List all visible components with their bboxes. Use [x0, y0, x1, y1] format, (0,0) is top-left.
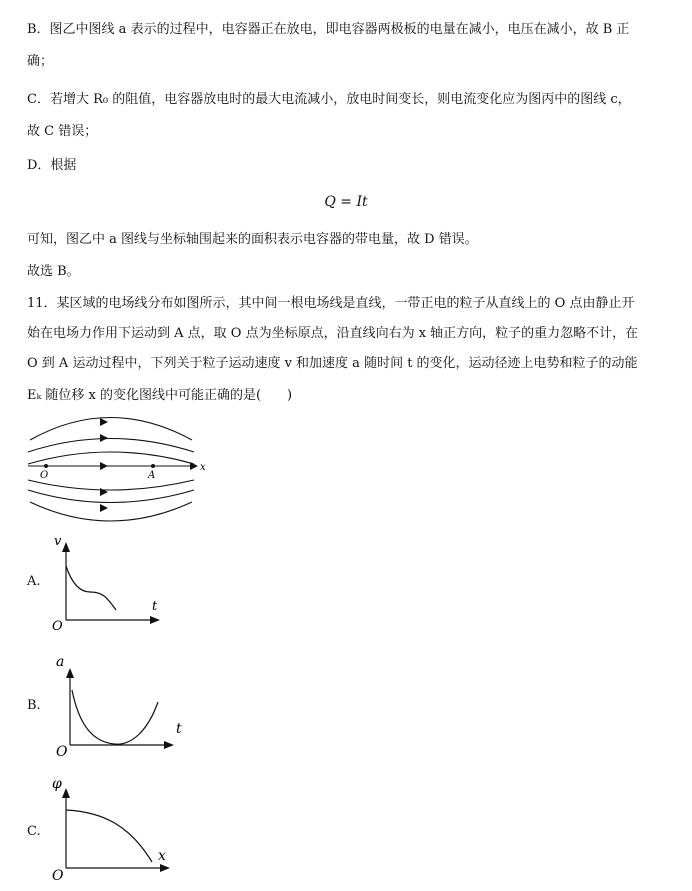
curve	[66, 566, 116, 610]
point-a	[151, 464, 155, 468]
origin-label: O	[52, 619, 63, 634]
question-line-3: O 到 A 运动过程中，下列关于粒子运动速度 v 和加速度 a 随时间 t 的变化，运动径迹上电势和粒子的动能	[27, 356, 638, 371]
text-line-d1: D．根据	[27, 158, 77, 173]
point-a-label: A	[148, 470, 156, 481]
option-b-letter: B.	[27, 698, 41, 713]
option-c-letter: C.	[27, 824, 41, 839]
question-line-2: 始在电场力作用下运动到 A 点，取 O 点为坐标原点，沿直线向右为 x 轴正方向，粒子的重力忽略不计，在	[27, 326, 639, 341]
point-o-label: O	[40, 470, 49, 481]
field-line	[30, 418, 192, 441]
text-line-pick: 故选 B。	[27, 264, 80, 279]
origin-label: O	[56, 744, 68, 760]
origin-label: O	[52, 868, 64, 884]
field-line	[28, 490, 194, 503]
x-axis-label: t	[176, 721, 182, 737]
x-axis-arrow	[160, 864, 170, 872]
arrow-head	[100, 488, 108, 496]
field-line	[30, 502, 192, 521]
curve	[72, 690, 158, 744]
x-axis-label: x	[158, 848, 166, 864]
y-axis-label: a	[56, 654, 65, 670]
y-axis-label: v	[54, 534, 62, 549]
point-o	[44, 464, 48, 468]
y-axis-label: φ	[52, 776, 62, 792]
formula: Q = It	[324, 194, 368, 210]
text-line-c1: C．若增大 R₀ 的阻值，电容器放电时的最大电流减小，放电时间变长，则电流变化应为图丙中的图线 c，	[27, 92, 631, 107]
field-line	[28, 480, 194, 490]
field-line	[28, 439, 194, 453]
axis-arrow	[190, 462, 198, 470]
y-axis-arrow	[62, 788, 70, 798]
option-a-letter: A.	[27, 574, 41, 589]
text-line-d2: 可知，图乙中 a 图线与坐标轴围起来的面积表示电容器的带电量，故 D 错误。	[27, 232, 478, 247]
curve	[66, 810, 152, 862]
text-line-b2: 确；	[27, 54, 54, 69]
x-axis-arrow	[150, 616, 160, 624]
arrow-head	[100, 434, 108, 442]
text-line-b1: B．图乙中图线 a 表示的过程中，电容器正在放电，即电容器两极板的电量在减小，电压在减小，故 B 正	[27, 22, 630, 37]
question-line-4: Eₖ 随位移 x 的变化图线中可能正确的是( )	[27, 388, 293, 403]
x-axis-arrow	[164, 741, 174, 749]
x-axis-label: t	[152, 599, 158, 614]
field-line	[28, 452, 194, 464]
arrow-head	[100, 462, 108, 470]
arrow-head	[100, 418, 108, 426]
question-line-1: 11．某区域的电场线分布如图所示，其中间一根电场线是直线，一带正电的粒子从直线上的 O 点由静止开	[27, 296, 635, 311]
y-axis-arrow	[62, 542, 70, 552]
arrow-head	[100, 504, 108, 512]
text-line-c2: 故 C 错误；	[27, 124, 98, 139]
y-axis-arrow	[66, 668, 74, 678]
axis-x-label: x	[200, 462, 206, 473]
